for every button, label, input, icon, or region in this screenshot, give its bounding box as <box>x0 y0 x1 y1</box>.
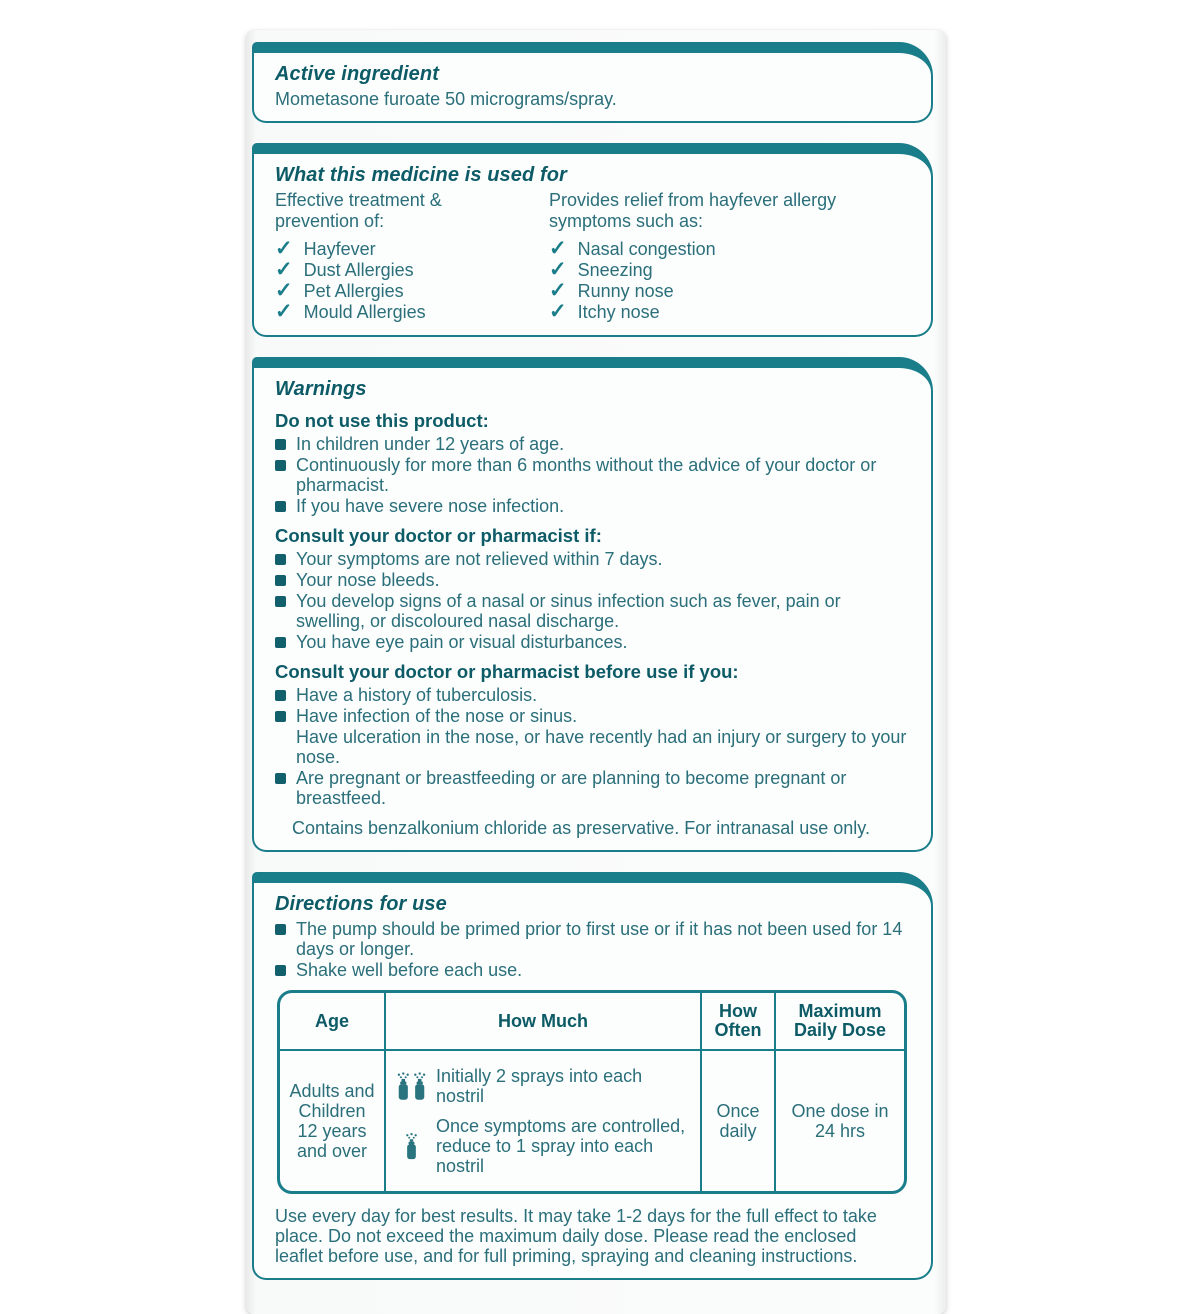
square-bullet-icon <box>275 575 286 586</box>
list-item-label: Nasal congestion <box>577 239 716 259</box>
list-item-label: In children under 12 years of age. <box>296 434 565 454</box>
list-item <box>275 706 909 726</box>
check-icon: ✓ <box>275 300 293 323</box>
table-cell-how-often: Once daily <box>700 1051 774 1191</box>
square-bullet-icon <box>275 460 286 471</box>
directions-heading: Directions for use <box>275 893 447 915</box>
list-item <box>275 919 909 959</box>
list-item <box>275 960 909 980</box>
section-directions <box>252 872 933 1280</box>
used-for-intro: Provides relief from hayfever allergy symptoms such as: <box>549 190 837 231</box>
used-for-column-prevention <box>275 190 523 323</box>
active-ingredient-text: Mometasone furoate 50 micrograms/spray. <box>275 89 617 109</box>
dose-step-text: Initially 2 sprays into each nostril <box>436 1066 643 1106</box>
used-for-intro: Effective treatment & prevention of: <box>275 190 442 231</box>
check-icon: ✓ <box>549 279 567 302</box>
square-bullet-icon <box>275 711 286 722</box>
square-bullet-icon <box>275 690 286 701</box>
list-item-label: Shake well before each use. <box>296 960 523 980</box>
dosage-table <box>277 990 907 1194</box>
list-item-label: You have eye pain or visual disturbances. <box>296 632 628 652</box>
list-item <box>275 570 909 590</box>
list-item-label: Your symptoms are not relieved within 7 days. <box>296 549 663 569</box>
list-item-label: The pump should be primed prior to first use or if it has not been used for 14 days or longer. <box>296 919 903 959</box>
table-header-how-much: How Much <box>384 993 700 1051</box>
list-item <box>275 727 909 767</box>
list-item-label: Have ulceration in the nose, or have recently had an injury or surgery to your nose. <box>296 727 907 767</box>
list-item <box>275 632 909 652</box>
list-item <box>275 549 909 569</box>
table-cell-max-daily-dose: One dose in 24 hrs <box>774 1051 904 1191</box>
preservative-note: Contains benzalkonium chloride as preservative. For intranasal use only. <box>292 818 870 838</box>
medication-label-panel <box>246 30 946 1314</box>
check-icon: ✓ <box>549 300 567 323</box>
list-item-label: Dust Allergies <box>303 260 414 280</box>
list-item-label: Pet Allergies <box>303 281 404 301</box>
list-item-label: Have a history of tuberculosis. <box>296 685 538 705</box>
list-item-label: If you have severe nose infection. <box>296 496 565 516</box>
list-item-label: Sneezing <box>577 260 653 280</box>
list-item <box>549 302 909 322</box>
dose-step-text: Once symptoms are controlled, reduce to 1 spray into each nostril <box>436 1116 686 1176</box>
list-item-label: Your nose bleeds. <box>296 570 440 590</box>
list-item <box>275 496 909 516</box>
check-icon: ✓ <box>549 258 567 281</box>
check-icon: ✓ <box>275 237 293 260</box>
warnings-subheading: Consult your doctor or pharmacist if: <box>275 525 602 546</box>
list-item <box>549 260 909 280</box>
warnings-heading: Warnings <box>275 378 367 400</box>
spray-bottle-single-icon <box>396 1133 427 1160</box>
square-bullet-icon <box>275 637 286 648</box>
list-item-label: Have infection of the nose or sinus. <box>296 706 578 726</box>
dose-step-initial <box>396 1066 690 1106</box>
list-item-label: Hayfever <box>303 239 376 259</box>
table-cell-age: Adults and Children 12 years and over <box>289 1081 375 1161</box>
used-for-columns <box>275 190 909 323</box>
usage-footer-text: Use every day for best results. It may take 1-2 days for the full effect to take place. Do not exceed the maximum daily dose. Please read the enclosed leaflet before use, and for full priming, spraying and cleaning instructions. <box>275 1206 877 1266</box>
square-bullet-icon <box>275 924 286 935</box>
square-bullet-icon <box>275 554 286 565</box>
section-warnings <box>252 357 933 852</box>
table-header-age: Age <box>280 993 384 1051</box>
warnings-subheading: Consult your doctor or pharmacist before use if you: <box>275 661 739 682</box>
table-header-max-daily-dose: Maximum Daily Dose <box>774 993 904 1051</box>
used-for-heading: What this medicine is used for <box>275 164 567 186</box>
table-cell-how-much <box>384 1051 700 1191</box>
list-item-label: Itchy nose <box>577 302 660 322</box>
list-item <box>275 260 523 280</box>
list-item <box>275 281 523 301</box>
list-item-label: Runny nose <box>577 281 674 301</box>
list-item-label: Continuously for more than 6 months without the advice of your doctor or pharmacist. <box>296 455 877 495</box>
section-used-for <box>252 143 933 337</box>
spray-bottle-double-icon <box>396 1072 427 1101</box>
square-bullet-icon <box>275 596 286 607</box>
list-item-label: You develop signs of a nasal or sinus infection such as fever, pain or swelling, or discoloured nasal discharge. <box>296 591 841 631</box>
active-ingredient-heading: Active ingredient <box>275 63 439 85</box>
used-for-column-relief <box>549 190 909 323</box>
list-item <box>549 281 909 301</box>
section-active-ingredient <box>252 42 933 123</box>
square-bullet-icon <box>275 773 286 784</box>
list-item <box>275 434 909 454</box>
dose-step-maintenance <box>396 1116 690 1176</box>
warnings-subheading: Do not use this product: <box>275 410 489 431</box>
list-item <box>275 239 523 259</box>
check-icon: ✓ <box>275 258 293 281</box>
check-icon: ✓ <box>549 237 567 260</box>
list-item <box>275 685 909 705</box>
list-item <box>275 591 909 631</box>
list-item <box>549 239 909 259</box>
list-item <box>275 302 523 322</box>
square-bullet-icon <box>275 501 286 512</box>
list-item-label: Mould Allergies <box>303 302 426 322</box>
square-bullet-icon <box>275 439 286 450</box>
square-bullet-icon <box>275 965 286 976</box>
list-item-label: Are pregnant or breastfeeding or are planning to become pregnant or breastfeed. <box>296 768 847 808</box>
list-item <box>275 768 909 808</box>
list-item <box>275 455 909 495</box>
table-header-how-often: How Often <box>700 993 774 1051</box>
check-icon: ✓ <box>275 279 293 302</box>
